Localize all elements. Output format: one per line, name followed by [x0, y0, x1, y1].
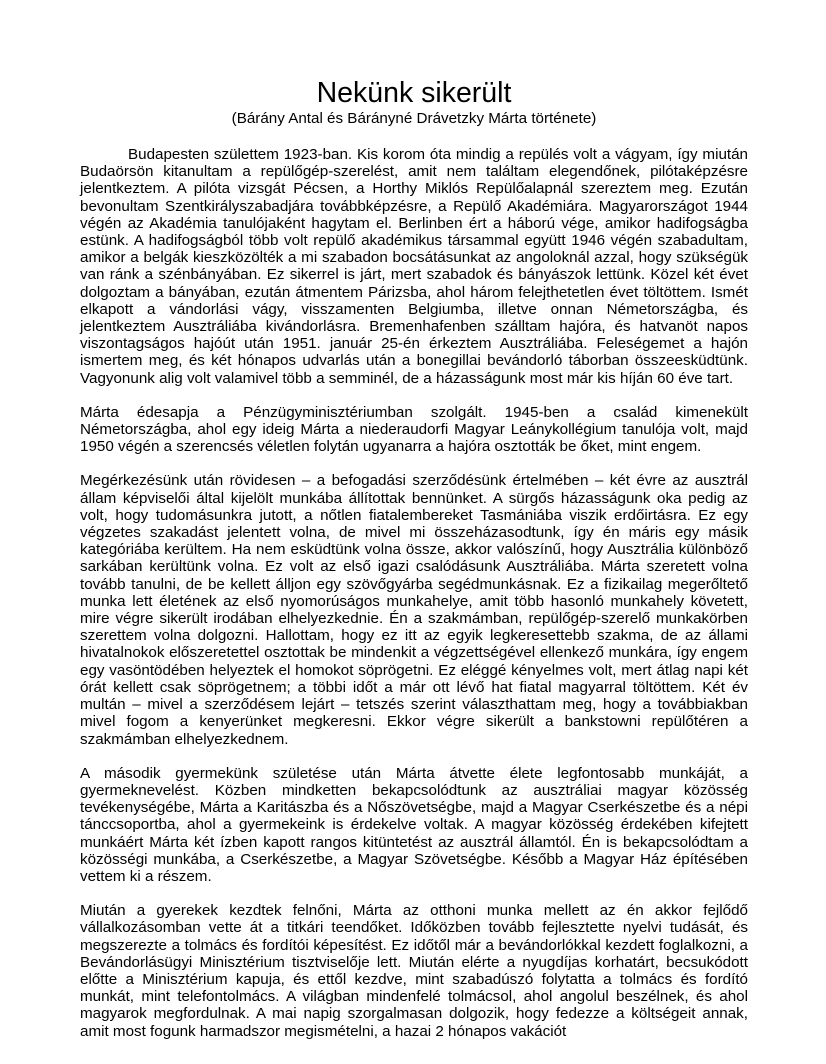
paragraph-3: Megérkezésünk után rövidesen – a befogadási szerződésünk értelmében – két évre az ausztrál állam képviselői által kijelölt munkába állítottak bennünket. A sürgős házasságunk oka pedig az volt, hogy tudomásunkra jutott, a nőtlen fiatalembereket Tasmániába viszik erdőirtásra. Ez egy végzetes szakadást jelentett volna, de mivel mi összeházasodtunk, így én máris egy másik kategóriába kerültem. Ha nem esküdtünk volna össze, akkor valószínű, hogy Ausztrália különböző sarkában kerültünk volna. Ez volt az első igazi csalódásunk Ausztráliába. Márta szeretett volna tovább tanulni, de be kellett álljon egy szövőgyárba segédmunkásnak. Ez a fizikailag megerőltető munka lett életének az első nyomorúságos munkahelye, amit több hasonló munkahely követett, mire végre sikerült irodában elhelyezkednie. Én a szakmámban, repülőgép-szerelő munkakörben szerettem volna dolgozni. Hallottam, hogy ez itt az egyik legkeresettebb szakma, de az állami hivatalnokok előszeretettel osztottak be mindenkit a végzettségével ellenkező munkára, így engem egy vasöntödében helyeztek el homokot söprögetni. Ez eléggé kényelmes volt, mert átlag napi két órát kellett csak söprögetnem; a többi időt a már ott lévő hat fiatal magyarral töltöttem. Két év multán – mivel a szerződésem lejárt – tetszés szerint választhattam meg, hogy a továbbiakban mivel fogom a kenyerünket megkeresni. Ekkor végre sikerült a bankstowni repülőtéren a szakmámban elhelyezkednem.	[80, 472, 748, 748]
paragraph-5: Miután a gyerekek kezdtek felnőni, Márta az otthoni munka mellett az én akkor fejlődő vállalkozásomban vette át a titkári teendőket. Időközben tovább fejlesztette nyelvi tudását, és megszerezte a tolmács és fordítói képesítést. Ez időtől már a bevándorlókkal kezdett foglalkozni, a Bevándorlásügyi Minisztérium tisztviselője lett. Miután elérte a nyugdíjas korhatárt, becsukódott előtte a Minisztérium kapuja, és ettől kezdve, mint szabadúszó folytatta a tolmács és fordító munkát, mint telefontolmács. A világban mindenfelé tolmácsol, ahol angolul beszélnek, és ahol magyarok megfordulnak. A mai napig szorgalmasan dolgozik, hogy fedezze a költségeit annak, amit most fogunk harmadszor megismételni, a hazai 2 hónapos vakációt	[80, 902, 748, 1040]
paragraph-2: Márta édesapja a Pénzügyminisztériumban szolgált. 1945-ben a család kimenekült Németországba, ahol egy ideig Márta a niederaudorfi Magyar Leánykollégium tanulója volt, majd 1950 végén a szerencsés véletlen folytán ugyanarra a hajóra osztották be őket, mint engem.	[80, 403, 748, 456]
paragraph-1: Budapesten születtem 1923-ban. Kis korom óta mindig a repülés volt a vágyam, így miután Budaörsön kitanultam a repülőgép-szerelést, amit nem találtam elegendőnek, pilótaképzésre jelentkeztem. A pilóta vizsgát Pécsen, a Horthy Miklós Repülőalapnál szereztem meg. Ezután bevonultam Szentkirályszabadjára továbbképzésre, a Repülő Akadémiára. Magyarországot 1944 végén az Akadémia tanulójaként hagytam el. Berlinben ért a háború vége, amikor hadifogságba estünk. A hadifogságból több volt repülő akadémikus társammal együtt 1946 végén szabadultam, amikor a belgák kieszközölték a mi szabadon bocsátásunkat az angoloknál azzal, hogy szükségük van ránk a szénbányában. Ez sikerrel is járt, mert szabadok és bányászok lettünk. Közel két évet dolgoztam a bányában, ezután átmentem Párizsba, ahol három felejthetetlen évet töltöttem. Ismét elkapott a vándorlási vágy, visszamenten Belgiumba, illetve onnan Németországba, és jelentkeztem Ausztráliába kivándorlásra. Bremenhafenben szálltam hajóra, és hatvanöt napos viszontagságos hajóút után 1951. január 25-én érkeztem Ausztráliába. Feleségemet a hajón ismertem meg, és két hónapos udvarlás után a bonegillai bevándorló táborban összeesküdtünk. Vagyonunk alig volt valamivel több a semminél, de a házasságunk most már kis híján 60 éve tart.	[80, 146, 748, 387]
document-page	[80, 76, 748, 1040]
paragraph-4: A második gyermekünk születése után Márta átvette élete legfontosabb munkáját, a gyermeknevelést. Közben mindketten bekapcsolódtunk az ausztráliai magyar közösség tevékenységébe, Márta a Karitászba és a Nőszövetségbe, majd a Magyar Cserkészetbe és a népi tánccsoportba, ahol a gyermekeink is érdekelve voltak. A magyar közösség érdekében kifejtett munkáért Márta két ízben kapott rangos kitüntetést az ausztrál államtól. Én is bekapcsolódtam a közösségi munkába, a Cserkészetbe, a Magyar Szövetségbe. Később a Magyar Ház építésében vettem ki a részem.	[80, 764, 748, 885]
document-title: Nekünk sikerült	[316, 77, 512, 109]
document-subtitle: (Bárány Antal és Bárányné Drávetzky Márta története)	[231, 110, 597, 127]
